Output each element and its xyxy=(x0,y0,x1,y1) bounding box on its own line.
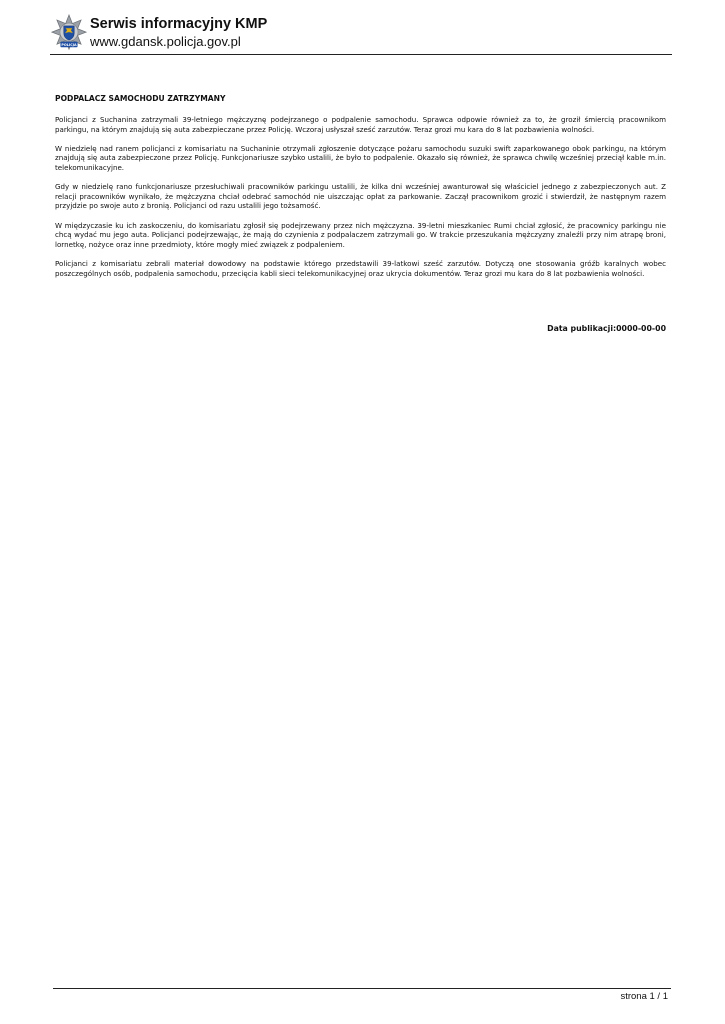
page-header xyxy=(50,12,672,56)
article-paragraph: Policjanci z komisariatu zebrali materiał dowodowy na podstawie którego przedstawili 39-latkowi sześć zarzutów. Dotyczą one stosowania gróźb karalnych wobec poszczególnych osób, podpalenia samochodu, przecięcia kabli sieci telekomunikacyjnej oraz ukrycia dokumentów. Teraz grozi mu kara do 8 lat pozbawienia wolności. xyxy=(55,258,666,278)
police-star-badge-icon xyxy=(50,14,88,54)
site-url[interactable]: www.gdansk.policja.gov.pl xyxy=(90,34,241,49)
article-paragraph: W niedzielę nad ranem policjanci z komisariatu na Suchaninie otrzymali zgłoszenie dotyczące pożaru samochodu suzuki swift zaparkowanego obok parkingu, na którym znajdują się auta zabezpieczone przez Policję. Funkcjonariusze szybko ustalili, że było to podpalenie. Okazało się również, że sprawca chwilę wcześniej przeciął kable m.in. telekomunikacyjne. xyxy=(55,143,666,172)
publication-date: Data publikacji:0000-00-00 xyxy=(547,324,666,333)
article-paragraph: Gdy w niedzielę rano funkcjonariusze przesłuchiwali pracowników parkingu ustalili, że kilka dni wcześniej awanturował się właściciel jednego z zabezpieczonych aut. Z relacji pracowników wynikało, że mężczyzna chciał odebrać samochód nie uiszczając opłat za parkowanie. Zaczął pracownikom grozić i stwierdził, że następnym razem przyjdzie po swoje auto z bronią. Policjanci od razu ustalili jego tożsamość. xyxy=(55,182,666,211)
logo-text: POLICJA xyxy=(61,42,77,47)
article-paragraph: Policjanci z Suchanina zatrzymali 39-letniego mężczyznę podejrzanego o podpalenie samochodu. Sprawca odpowie również za to, że groził śmiercią pracownikom parkingu, na którym znajdują się auta zabezpieczane przez Policję. Wczoraj usłyszał sześć zarzutów. Teraz grozi mu kara do 8 lat pozbawienia wolności. xyxy=(55,115,666,134)
page-number: strona 1 / 1 xyxy=(620,991,668,1002)
footer-divider xyxy=(53,988,671,989)
article-body xyxy=(55,94,666,288)
header-divider xyxy=(50,54,672,55)
article-paragraph: W międzyczasie ku ich zaskoczeniu, do komisariatu zgłosił się podejrzewany przez nich mężczyzna. 39-letni mieszkaniec Rumi chciał zgłosić, że pracownicy parkingu nie chcą wydać mu jego auta. Policjanci podejrzewając, że mają do czynienia z podpalaczem zatrzymali go. W trakcie przeszukania mężczyzny znaleźli przy nim atrapę broni, lornetkę, nożyce oraz inne przedmioty, które mogły mieć związek z podpaleniem. xyxy=(55,220,666,249)
article-title: PODPALACZ SAMOCHODU ZATRZYMANY xyxy=(55,94,226,103)
site-title: Serwis informacyjny KMP xyxy=(90,16,268,32)
